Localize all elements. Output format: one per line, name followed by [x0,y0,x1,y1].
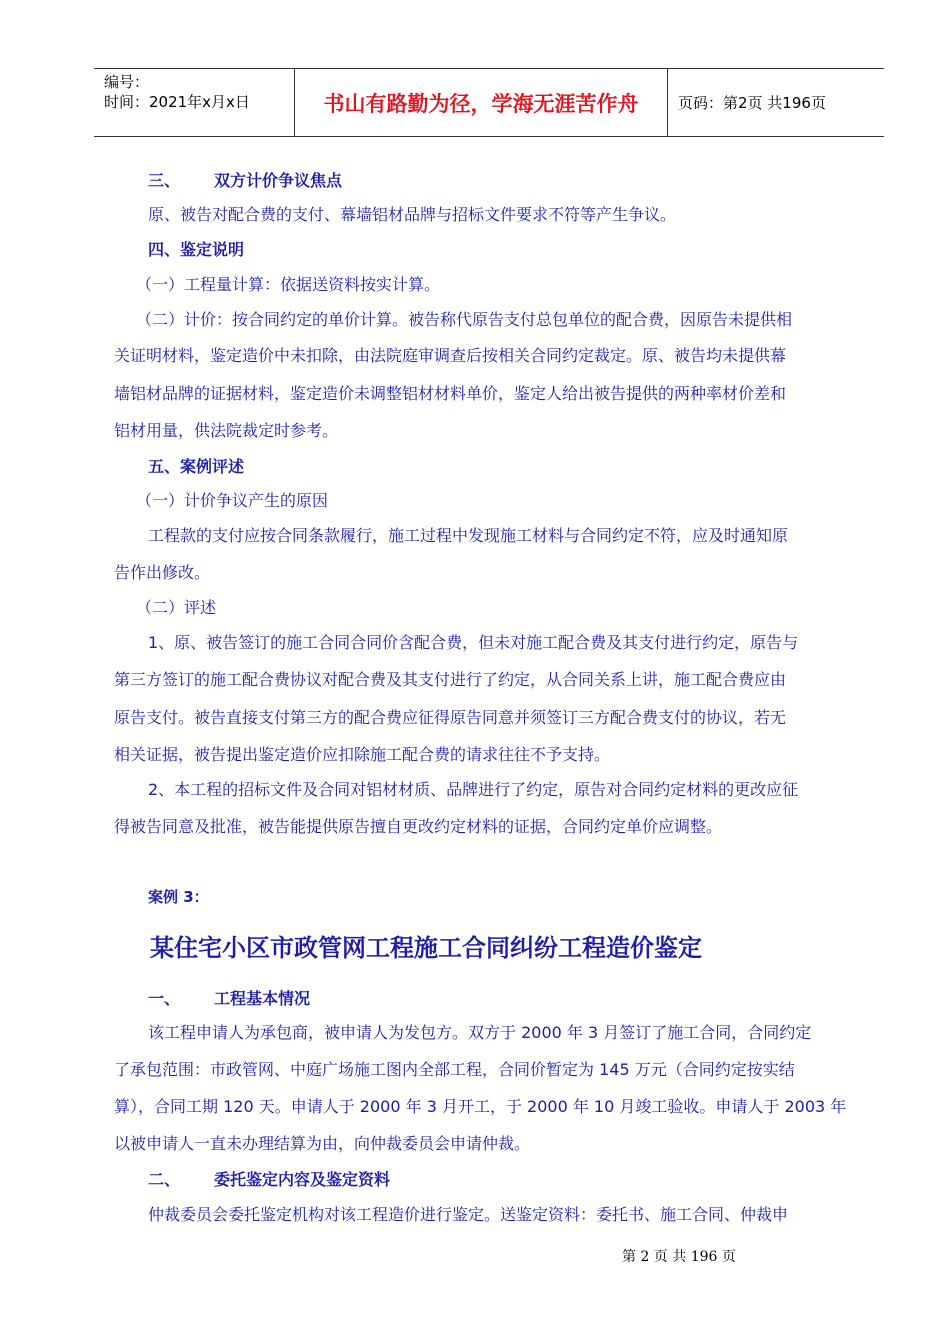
paragraph: 工程款的支付应按合同条款履行，施工过程中发现施工材料与合同约定不符，应及时通知原 [148,526,789,545]
section-heading-number: 三、 [148,171,181,190]
paragraph: （二）计价：按合同约定的单价计算。被告称代原告支付总包单位的配合费，因原告未提供相 [136,310,793,329]
paragraph: 仲裁委员会委托鉴定机构对该工程造价进行鉴定。送鉴定资料：委托书、施工合同、仲裁申 [148,1205,789,1224]
section-heading: 五、案例评述 [148,457,245,476]
paragraph-line: 算），合同工期 120 天。申请人于 2000 年 3 月开工，于 2000 年 10 月竣工验收。申请人于 2003 年 [114,1097,847,1116]
section-heading-number: 一、 [148,989,181,1008]
paragraph: 该工程申请人为承包商，被申请人为发包方。双方于 2000 年 3 月签订了施工合同，合同约定 [148,1023,812,1042]
paragraph-line: 相关证据，被告提出鉴定造价应扣除施工配合费的请求往往不予支持。 [114,745,611,764]
page-header [94,68,884,137]
section-heading: 双方计价争议焦点 [214,171,343,190]
paragraph-line: 关证明材料，鉴定造价中未扣除，由法院庭审调查后按相关合同约定裁定。原、被告均未提供幕 [114,346,787,365]
header-motto: 书山有路勤为径，学海无涯苦作舟 [323,91,639,116]
section-heading: 四、鉴定说明 [148,240,245,259]
paragraph-line: 告作出修改。 [114,563,211,582]
section-heading: 工程基本情况 [214,989,311,1008]
section-heading-number: 二、 [148,1170,181,1189]
page-footer: 第 2 页 共 196 页 [622,1249,736,1265]
paragraph-line: 以被申请人一直未办理结算为由，向仲裁委员会申请仲裁。 [114,1134,531,1153]
header-page-number: 页码：第2页 共196页 [678,94,826,112]
paragraph-line: 原告支付。被告直接支付第三方的配合费应征得原告同意并须签订三方配合费支付的协议，若无 [114,708,787,727]
header-meta [94,69,294,136]
section-heading: 委托鉴定内容及鉴定资料 [214,1170,391,1189]
paragraph-line: 第三方签订的施工配合费协议对配合费及其支付进行了约定，从合同关系上讲，施工配合费应由 [114,670,787,689]
header-divider [667,69,668,136]
paragraph: （一）工程量计算：依据送资料按实计算。 [136,275,441,294]
case-label: 案例 3： [148,888,209,906]
paragraph: 1、原、被告签订的施工合同合同价含配合费，但未对施工配合费及其支付进行约定，原告与 [148,633,799,652]
document-number-label: 编号： [104,73,150,91]
case-title: 某住宅小区市政管网工程施工合同纠纷工程造价鉴定 [150,934,702,962]
paragraph-line: 铝材用量，供法院裁定时参考。 [114,421,339,440]
paragraph-line: 了承包范围：市政管网、中庭广场施工图内全部工程，合同价暂定为 145 万元（合同约定按实结 [114,1060,795,1079]
document-time: 时间：2021年x月x日 [104,93,250,111]
subheading: （一）计价争议产生的原因 [136,491,329,510]
paragraph-line: 得被告同意及批准，被告能提供原告擅自更改约定材料的证据，合同约定单价应调整。 [114,817,723,836]
paragraph-line: 墙铝材品牌的证据材料，鉴定造价未调整铝材材料单价，鉴定人给出被告提供的两种率材价差和 [114,384,787,403]
subheading: （二）评述 [136,598,217,617]
paragraph: 原、被告对配合费的支付、幕墙铝材品牌与招标文件要求不符等产生争议。 [148,205,677,224]
paragraph: 2、本工程的招标文件及合同对铝材材质、品牌进行了约定，原告对合同约定材料的更改应征 [148,780,799,799]
